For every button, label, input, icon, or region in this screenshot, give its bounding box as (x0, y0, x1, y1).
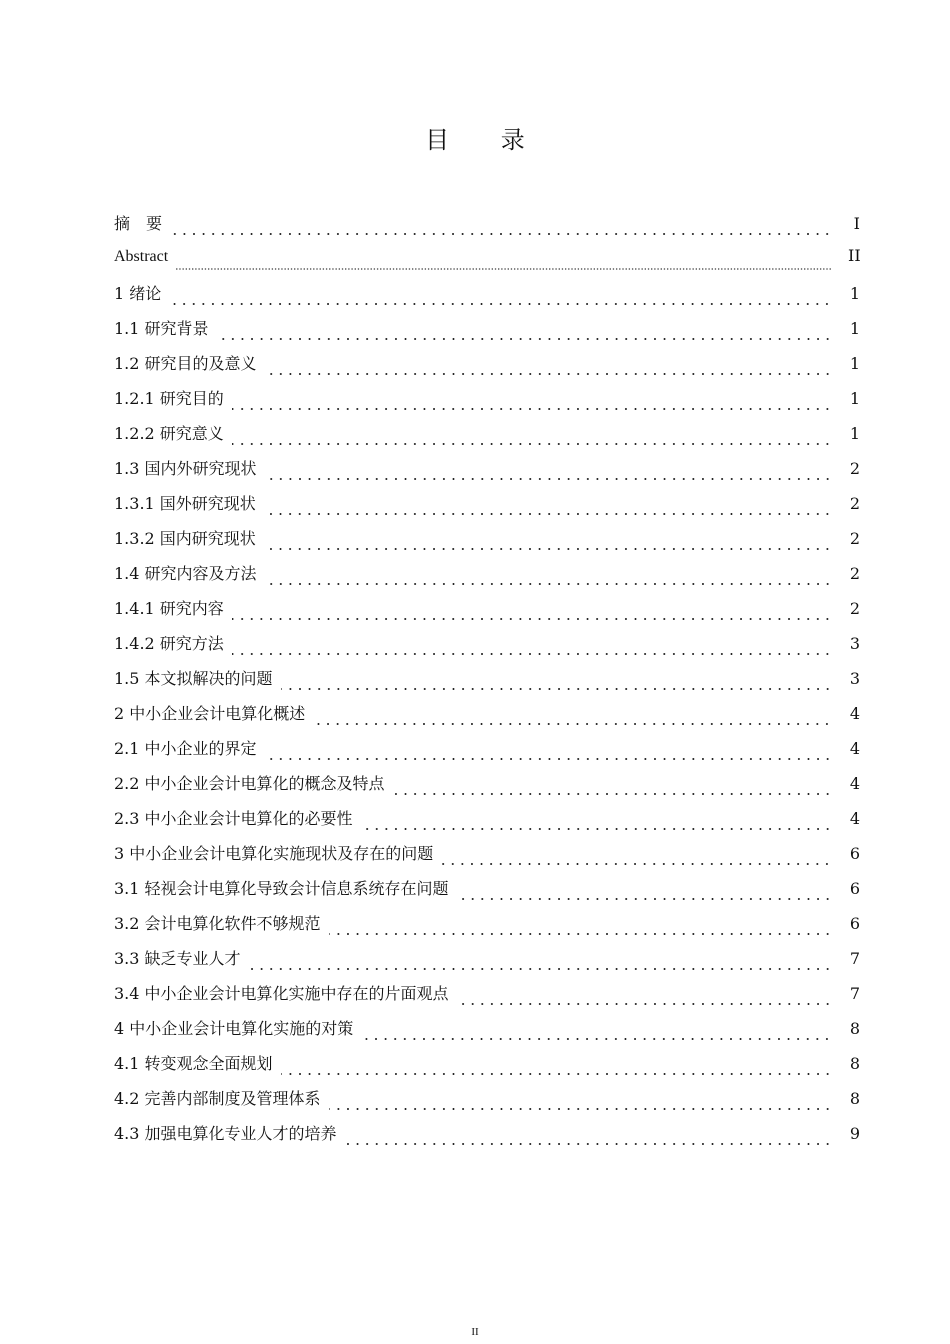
toc-entry-label: 1.1 研究背景 (114, 319, 209, 338)
toc-entry[interactable] (114, 736, 860, 771)
toc-entry[interactable] (114, 666, 860, 701)
toc-entry[interactable] (114, 281, 860, 316)
dot-leader (457, 898, 832, 900)
toc-entry-label: 4.3 加强电算化专业人才的培养 (114, 1124, 337, 1143)
toc-entry-label: 1.3.1 国外研究现状 (114, 494, 256, 513)
toc-entry[interactable] (114, 1016, 860, 1051)
toc-entry-label: 2.2 中小企业会计电算化的概念及特点 (114, 774, 385, 793)
toc-entry-label: 4 中小企业会计电算化实施的对策 (114, 1019, 354, 1038)
dot-leader (264, 548, 832, 550)
page-number-footer: II (471, 1326, 479, 1338)
toc-entry-label: 1.2.2 研究意义 (114, 424, 224, 443)
dot-leader (329, 1108, 832, 1110)
toc-entry-label: 1.2 研究目的及意义 (114, 354, 257, 373)
dot-leader (361, 828, 832, 830)
toc-entry-label: 1.4.2 研究方法 (114, 634, 224, 653)
toc-entry[interactable] (114, 211, 860, 246)
toc-entry-label: 3.3 缺乏专业人才 (114, 949, 241, 968)
dot-leader (265, 758, 832, 760)
toc-entry-label: 1.4 研究内容及方法 (114, 564, 257, 583)
toc-entry-page: 2 (849, 529, 860, 548)
dot-leader (281, 688, 832, 690)
toc-entry-label: 1.3 国内外研究现状 (114, 459, 257, 478)
toc-entry-label: 4.2 完善内部制度及管理体系 (114, 1089, 321, 1108)
toc-entry-page: 1 (849, 319, 860, 338)
toc-entry-page: 1 (849, 354, 860, 373)
toc-entry[interactable] (114, 456, 860, 491)
toc-entry-page: 6 (849, 914, 860, 933)
toc-entry-label: 1.3.2 国内研究现状 (114, 529, 256, 548)
toc-entry-page: 2 (849, 599, 860, 618)
toc-entry-page: 2 (849, 564, 860, 583)
dot-leader (393, 793, 832, 795)
dot-leader (264, 513, 832, 515)
toc-entry-label: 2 中小企业会计电算化概述 (114, 704, 306, 723)
toc-entry-label: 1.2.1 研究目的 (114, 389, 224, 408)
toc-entry[interactable] (114, 876, 860, 911)
dot-leader (169, 303, 832, 305)
dot-leader (265, 373, 832, 375)
toc-entry[interactable] (114, 386, 860, 421)
toc-entry[interactable] (114, 841, 860, 876)
toc-entry[interactable] (114, 1086, 860, 1121)
toc-entry[interactable] (114, 491, 860, 526)
toc-entry-page: 4 (849, 704, 860, 723)
toc-entry-label: Abstract (114, 248, 169, 265)
toc-entry-page: 1 (849, 284, 860, 303)
dot-leader (265, 478, 832, 480)
toc-entry[interactable] (114, 421, 860, 456)
toc-entry[interactable] (114, 596, 860, 631)
toc-entry-page: I (853, 214, 860, 233)
dot-leader (176, 268, 832, 270)
toc-entry-page: 4 (849, 809, 860, 828)
dot-leader (170, 233, 832, 235)
toc-entry-page: 6 (849, 844, 860, 863)
toc-entry-page: 9 (849, 1124, 860, 1143)
toc-entry[interactable] (114, 771, 860, 806)
toc-entry-page: 1 (849, 389, 860, 408)
toc-entry-label: 4.1 转变观念全面规划 (114, 1054, 273, 1073)
toc-entry-label: 3.4 中小企业会计电算化实施中存在的片面观点 (114, 984, 449, 1003)
toc-entry-page: 2 (849, 494, 860, 513)
toc-entry-page: 7 (849, 984, 860, 1003)
toc-entry[interactable] (114, 806, 860, 841)
dot-leader (361, 1038, 832, 1040)
toc-entry[interactable] (114, 1051, 860, 1086)
toc-entry-label: 3 中小企业会计电算化实施现状及存在的问题 (114, 844, 434, 863)
toc-entry-label: 2.1 中小企业的界定 (114, 739, 257, 758)
toc-entry-page: II (848, 246, 861, 265)
toc-entry-label: 1 绪论 (114, 284, 162, 303)
toc-entry[interactable] (114, 631, 860, 666)
toc-entry-page: 2 (849, 459, 860, 478)
toc-entry[interactable] (114, 316, 860, 351)
dot-leader (329, 933, 832, 935)
dot-leader (232, 408, 832, 410)
toc-entry-label: 2.3 中小企业会计电算化的必要性 (114, 809, 353, 828)
toc-entry[interactable] (114, 946, 860, 981)
toc-entry-page: 4 (849, 739, 860, 758)
toc-entry-page: 8 (849, 1054, 860, 1073)
dot-leader (345, 1143, 832, 1145)
dot-leader (217, 338, 832, 340)
toc-entry-page: 3 (849, 634, 860, 653)
toc-entry[interactable] (114, 1121, 860, 1156)
dot-leader (313, 723, 832, 725)
toc-entry[interactable] (114, 246, 860, 281)
toc-entry-label: 1.5 本文拟解决的问题 (114, 669, 273, 688)
toc-entry-page: 3 (849, 669, 860, 688)
toc-entry-label: 1.4.1 研究内容 (114, 599, 224, 618)
dot-leader (265, 583, 832, 585)
dot-leader (441, 863, 832, 865)
dot-leader (232, 618, 832, 620)
toc-entry-page: 7 (849, 949, 860, 968)
dot-leader (232, 653, 832, 655)
toc-entry-page: 6 (849, 879, 860, 898)
toc-title: 目 录 (425, 126, 547, 154)
toc-entry-page: 1 (849, 424, 860, 443)
dot-leader (232, 443, 832, 445)
toc-entry[interactable] (114, 526, 860, 561)
dot-leader (457, 1003, 832, 1005)
toc-entry-label: 3.1 轻视会计电算化导致会计信息系统存在问题 (114, 879, 449, 898)
toc-entry[interactable] (114, 981, 860, 1016)
dot-leader (249, 968, 832, 970)
toc-entry[interactable] (114, 351, 860, 386)
toc-entry[interactable] (114, 911, 860, 946)
toc-entry[interactable] (114, 701, 860, 736)
toc-entry-page: 8 (849, 1019, 860, 1038)
toc-entry-page: 8 (849, 1089, 860, 1108)
toc-entry[interactable] (114, 561, 860, 596)
table-of-contents (114, 211, 860, 1156)
dot-leader (281, 1073, 832, 1075)
toc-entry-page: 4 (849, 774, 860, 793)
toc-entry-label: 摘 要 (114, 214, 163, 233)
toc-entry-label: 3.2 会计电算化软件不够规范 (114, 914, 321, 933)
